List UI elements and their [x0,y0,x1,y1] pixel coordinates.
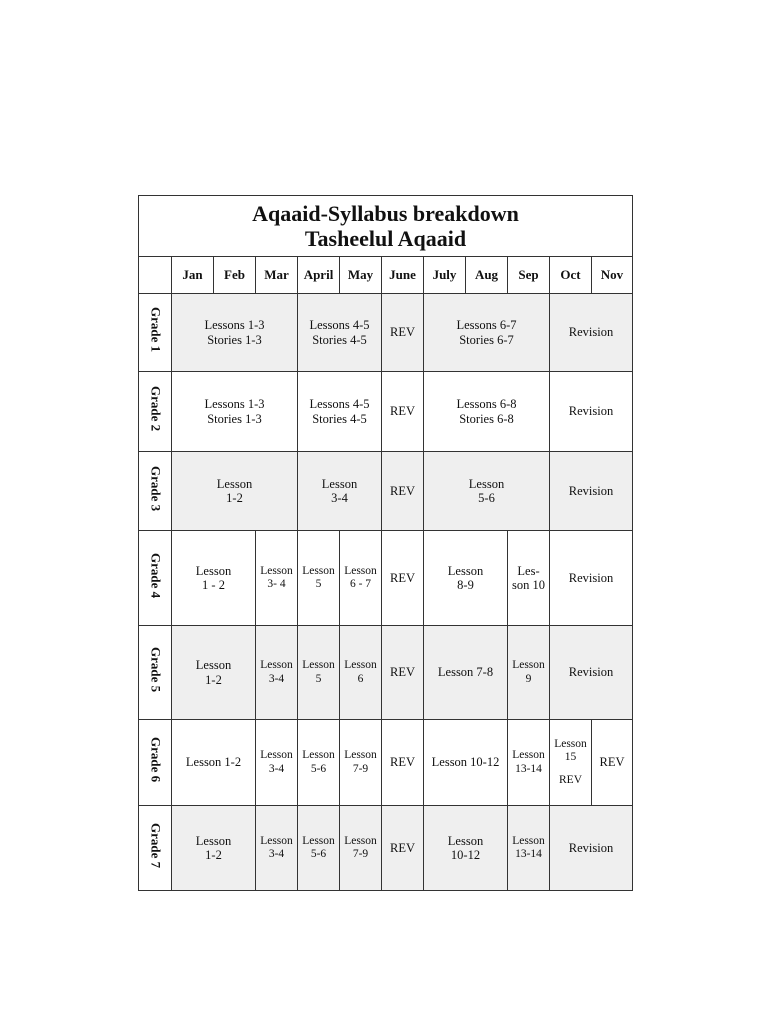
month-header: Oct [550,257,592,294]
schedule-cell-line: Lessons 4-5 [309,318,370,333]
schedule-cell-line: Lesson [302,659,335,672]
schedule-cell [424,806,508,891]
schedule-cell-line [550,764,591,774]
schedule-cell [508,720,550,806]
syllabus-table [138,195,633,891]
schedule-cell [172,294,298,372]
month-header: July [424,257,466,294]
schedule-cell-line: Lessons 4-5 [309,397,370,412]
month-header: Mar [256,257,298,294]
grade-label-cell [139,531,172,626]
schedule-cell-line: Lesson 7-8 [437,665,494,680]
schedule-cell-line: 3-4 [268,848,285,860]
schedule-cell [508,531,550,626]
schedule-cell-line: Revision [568,840,614,855]
schedule-cell-line: 10-12 [450,848,481,862]
schedule-cell-line: Lesson [344,834,377,847]
schedule-cell-line: REV [390,665,415,680]
schedule-cell-line: 1-2 [205,672,222,687]
schedule-cell-line: 6 - 7 [349,578,372,590]
schedule-cell-line: 1-2 [226,491,243,505]
month-header: April [298,257,340,294]
grade-label-cell [139,720,172,806]
grade-label: Grade 4 [148,552,164,598]
schedule-cell-line: Lesson [216,476,253,491]
schedule-cell-line: Lesson [321,476,358,491]
schedule-cell-line: Stories 6-7 [459,332,514,347]
grade-label-cell [139,452,172,531]
schedule-cell-line: Lesson [447,833,484,848]
schedule-cell-line: Stories 4-5 [312,411,367,426]
month-header: Jan [172,257,214,294]
schedule-cell [424,294,550,372]
schedule-cell-line: Stories 6-8 [459,411,514,426]
schedule-cell [382,531,424,626]
schedule-cell [550,294,633,372]
schedule-cell-line: Lesson [302,749,335,762]
schedule-cell-line: Lessons 6-8 [456,397,517,412]
schedule-cell [550,626,633,720]
schedule-cell-line: 5 [315,672,322,685]
grade-label: Grade 1 [148,307,164,353]
schedule-cell-line: 7-9 [352,762,369,775]
schedule-cell [298,372,382,452]
schedule-cell-line: Stories 1-3 [207,332,262,347]
grade-label-cell [139,806,172,891]
schedule-cell [340,806,382,891]
schedule-cell [256,720,298,806]
schedule-cell-line: REV [599,755,625,770]
month-header: May [340,257,382,294]
schedule-cell-line: son 10 [512,578,545,592]
schedule-cell [424,372,550,452]
grade-row [139,294,633,372]
schedule-cell-line: 5 [315,578,322,590]
schedule-cell-line: 8-9 [457,578,474,592]
schedule-cell [172,452,298,531]
schedule-cell [382,294,424,372]
schedule-cell-line: Lesson [260,659,293,672]
schedule-cell [298,806,340,891]
grade-label-cell [139,372,172,452]
schedule-cell-line: Lessons 1-3 [204,397,265,412]
schedule-cell-line: 5-6 [310,848,327,860]
schedule-cell-line: 13-14 [515,848,542,860]
schedule-cell-line: Lesson [512,659,545,672]
grade-row [139,531,633,626]
schedule-cell [424,720,508,806]
schedule-cell-line: Revision [568,483,614,498]
schedule-cell [424,626,508,720]
schedule-cell [550,806,633,891]
grade-label: Grade 6 [148,737,164,783]
schedule-cell-line: Lesson [512,749,545,762]
grade-label-cell [139,626,172,720]
schedule-cell-line: 6 [357,672,364,685]
corner-cell [139,257,172,294]
schedule-cell-line: 3- 4 [267,578,286,590]
schedule-cell-line: Lesson [447,563,484,578]
schedule-cell-line: Lesson 1-2 [185,755,242,770]
schedule-cell-line: Lesson [260,564,293,577]
schedule-cell-line: 1-2 [205,848,222,862]
grade-label: Grade 7 [148,822,164,868]
schedule-cell [256,531,298,626]
month-header: Nov [592,257,633,294]
grade-row [139,372,633,452]
schedule-cell-line: 1 - 2 [202,578,225,592]
schedule-cell [172,806,256,891]
schedule-cell-line: Lesson [512,834,545,847]
schedule-cell-line: REV [390,325,415,340]
grade-row [139,452,633,531]
schedule-cell [424,452,550,531]
grade-label-cell [139,294,172,372]
schedule-cell [256,626,298,720]
schedule-cell [382,372,424,452]
schedule-cell-line: Lesson [468,476,505,491]
schedule-cell-line: REV [390,755,415,770]
schedule-cell [340,626,382,720]
schedule-cell-line: 9 [525,672,532,685]
schedule-cell [550,531,633,626]
schedule-cell [382,806,424,891]
schedule-cell [340,720,382,806]
grade-row [139,626,633,720]
schedule-cell-line: REV [559,774,582,787]
schedule-cell-line: Lesson [195,833,232,848]
schedule-cell [298,720,340,806]
month-header: June [382,257,424,294]
schedule-cell-line: Lesson [260,749,293,762]
schedule-cell-line: Revision [568,325,614,340]
grade-row [139,806,633,891]
schedule-cell-line: Lesson [344,564,377,577]
schedule-cell [382,626,424,720]
schedule-cell-line: 15 [564,750,577,763]
schedule-cell-line: Lesson 10-12 [431,755,500,770]
grade-label: Grade 2 [148,386,164,432]
schedule-cell-line: 7-9 [352,848,369,860]
schedule-cell-line: REV [390,840,415,855]
schedule-cell-line: Lesson [195,563,232,578]
schedule-cell [508,626,550,720]
schedule-cell [550,372,633,452]
schedule-cell [298,531,340,626]
schedule-cell-line: Lesson [554,737,587,750]
schedule-cell-line: REV [390,404,415,419]
schedule-cell-line: Stories 4-5 [312,332,367,347]
schedule-cell-line: Lesson [344,749,377,762]
schedule-cell [382,720,424,806]
schedule-cell-line: 3-4 [268,762,285,775]
schedule-cell [298,294,382,372]
schedule-cell-line: Stories 1-3 [207,411,262,426]
schedule-cell-line: 5-6 [478,491,495,505]
schedule-cell [592,720,633,806]
schedule-cell [172,531,256,626]
schedule-cell [172,720,256,806]
schedule-cell [550,452,633,531]
schedule-cell-line: REV [390,483,415,498]
schedule-cell [424,531,508,626]
schedule-cell [298,452,382,531]
month-header-row [139,257,633,294]
schedule-cell-line: 3-4 [268,672,285,685]
schedule-cell-line: 5-6 [310,762,327,775]
schedule-cell [256,806,298,891]
grade-row [139,720,633,806]
month-header: Feb [214,257,256,294]
schedule-cell-line: Revision [568,570,614,585]
schedule-cell-line: Lessons 1-3 [204,318,265,333]
schedule-cell-line: Revision [568,665,614,680]
grade-label: Grade 3 [148,465,164,511]
month-header: Sep [508,257,550,294]
schedule-cell [382,452,424,531]
schedule-cell-line: Lesson [260,834,293,847]
schedule-cell-line: Lesson [195,658,232,673]
title-line-1: Aqaaid-Syllabus breakdown [252,200,519,226]
schedule-cell-line: 13-14 [515,762,542,775]
schedule-cell [298,626,340,720]
table-title [139,196,633,257]
schedule-cell [172,626,256,720]
schedule-cell-line: Revision [568,404,614,419]
schedule-cell-line: Lesson [344,659,377,672]
schedule-cell [550,720,592,806]
schedule-cell [340,531,382,626]
title-line-2: Tasheelul Aqaaid [304,226,467,251]
schedule-cell-line: Lesson [302,834,335,847]
schedule-cell-line: Lessons 6-7 [456,318,517,333]
schedule-cell-line: REV [390,570,415,585]
grade-label: Grade 5 [148,647,164,693]
schedule-cell-line: Lesson [302,564,335,577]
schedule-cell [508,806,550,891]
schedule-cell-line: Les- [517,563,540,578]
schedule-cell-line: 3-4 [331,491,348,505]
month-header: Aug [466,257,508,294]
schedule-cell [172,372,298,452]
